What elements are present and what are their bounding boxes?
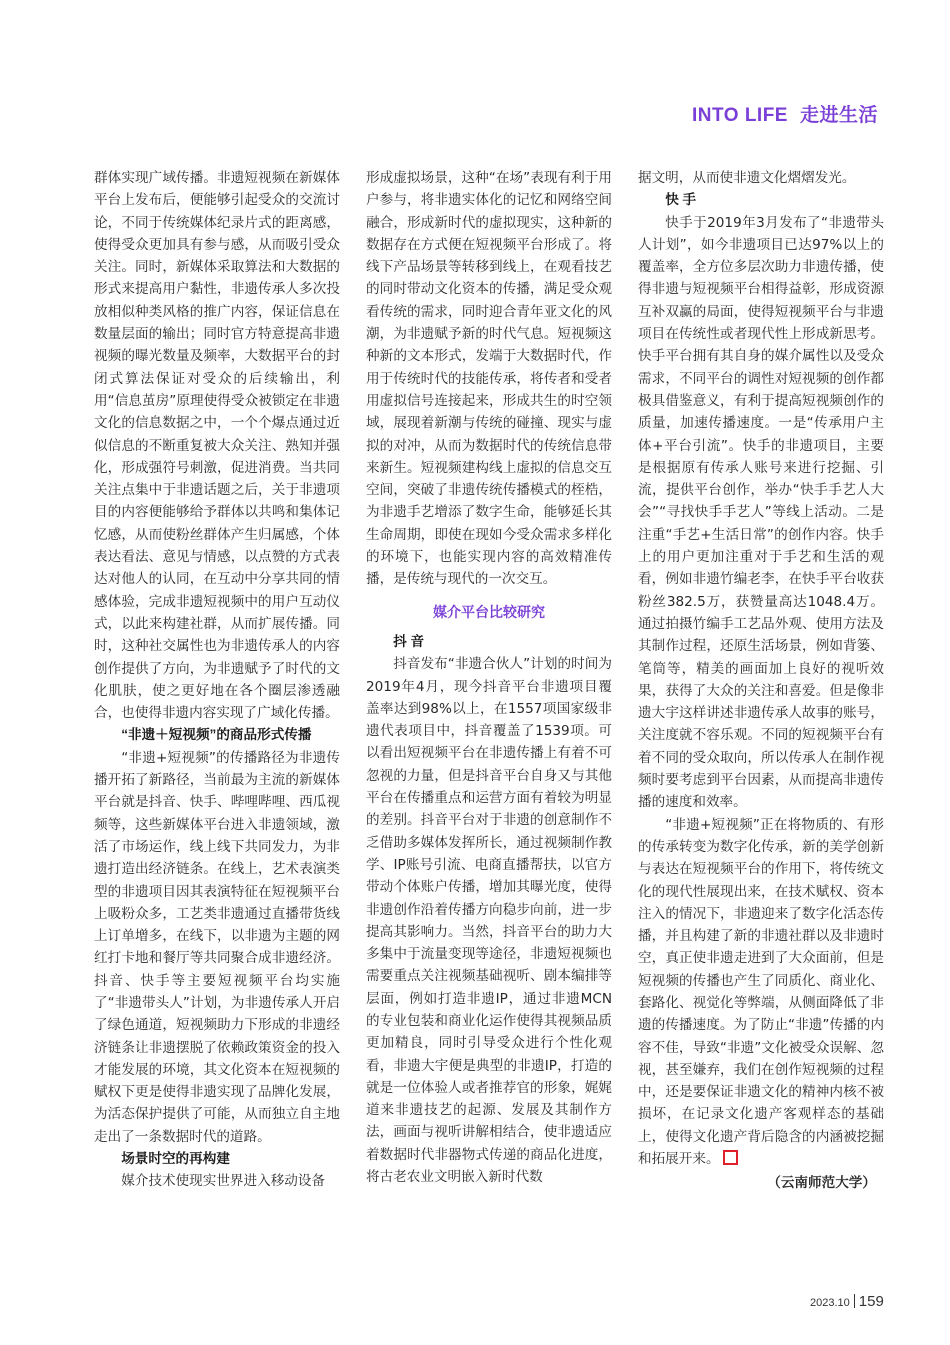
end-mark-icon <box>723 1150 738 1165</box>
footer-divider <box>854 1294 855 1308</box>
subheading: 抖 音 <box>393 633 425 649</box>
issue-date: 2023.10 <box>810 1297 850 1309</box>
section-heading: 媒介平台比较研究 <box>433 603 545 620</box>
subheading: 场景时空的再构建 <box>121 1151 230 1167</box>
author-affiliation: （云南师范大学） <box>767 1175 876 1191</box>
section-header <box>692 100 878 127</box>
paragraph: 群体实现广域传播。非遗短视频在新媒体平台上发布后，便能够引起受众的交流讨论，不同于传统媒体纪录片式的距离感，使得受众更加具有参与感，从而吸引受众关注。同时，新媒体采取算法和大数据的形式来提高用户黏性，非遗传承人多次投放相似种类风格的推广内容，保证信息在数量层面的输出；同时官方特意提高非遗视频的曝光数量及频率，大数据平台的封闭式算法保证对受众的后续输出，利用“信息茧房”原理使得受众被锁定在非遗文化的信息数据之中，一个个爆点通过近似信息的不断重复被大众关注、熟知并强化，形成强符号刺激，促进消费。当共同关注点集中于非遗话题之后，关于非遗项目的内容便能够给予群体以共鸣和集体记忆感，从而使粉丝群体产生归属感，个体表达看法、意见与情感，以点赞的方式表达对他人的认同，在互动中分享共同的情感体验，完成非遗短视频中的用户互动仪式，以此来构建社群，从而扩展传播。同时，这种社交属性也为非遗传承人的内容创作提供了方向，为非遗赋予了时代的文化肌肤，使之更好地在各个圈层渗透融合，也使得非遗内容实现了广域化传播。 <box>94 170 340 722</box>
paragraph: 抖音发布“非遗合伙人”计划的时间为2019年4月，现今抖音平台非遗项目覆盖率达到98%以上，在1557项国家级非遗代表项目中，抖音覆盖了1539项。可以看出短视频平台在非遗传播上有着不可忽视的力量，但是抖音平台自身又与其他平台在传播重点和运营方面有着较为明显的差别。抖音平台对于非遗的创意制作不乏借助多媒体发挥所长，通过视频制作教学、IP账号引流、电商直播帮扶，以官方带动个体账户传播，增加其曝光度，使得非遗创作沿着传播方向稳步向前，进一步提高其影响力。当然，抖音平台的助力大多集中于流量变现等途径，非遗短视频也需要重点关注视频基础视听、剧本编排等层面，例如打造非遗IP，通过非遗MCN的专业包装和商业化运作使得其视频品质更加精良，同时引导受众进行个性化观看，非遗大宇便是典型的非遗IP，打造的就是一位体验人或者推荐官的形象，娓娓道来非遗技艺的起源、发展及其制作方法，画面与视听讲解相结合，使非遗适应着数据时代非器物式传递的商品化进度，将古老农业文明嵌入新时代数 <box>366 656 612 1186</box>
paragraph: 快手于2019年3月发布了“非遗带头人计划”，如今非遗项目已达97%以上的覆盖率，全方位多层次助力非遗传播，使得非遗与短视频平台相得益彰，形成资源互补双赢的局面，使得短视频平台与非遗项目在传统性或者现代性上形成新思考。快手平台拥有其自身的媒介属性以及受众需求，不同平台的调性对短视频的创作都极具借鉴意义，有利于提高短视频创作的质量，加速传播速度。一是“传承用户主体+平台引流”。快手的非遗项目，主要是根据原有传承人账号来进行挖掘、引流，提供平台创作，举办“快手手艺人大会”“寻找快手手艺人”等线上活动。二是注重“手艺+生活日常”的创作内容。快手上的用户更加注重对于手艺和生活的观看，例如非遗竹编老李，在快手平台收获粉丝382.5万，获赞量高达1048.4万。通过拍摄竹编手工艺品外观、使用方法及其制作过程，还原生活场景，例如背篓、笔筒等，精美的画面加上良好的视听效果，获得了大众的关注和喜爱。但是像非遗大宇这样讲述非遗传承人故事的账号，关注度就不容乐观。不同的短视频平台有着不同的受众取向，所以传承人在制作视频时要考虑到平台因素，从而提高非遗传播的速度和效率。 <box>638 214 884 811</box>
paragraph-text: “非遗+短视频”正在将物质的、有形的传承转变为数字化传承，新的美学创新与表达在短视频平台的作用下，将传统文化的现代性展现出来，在技术赋权、资本注入的情况下，非遗迎来了数字化活态传播，并且构建了新的非遗社群以及非遗时空，真正使非遗走进到了大众面前，但是短视频的传播也产生了同质化、商业化、套路化、视觉化等弊端，从侧面降低了非遗的传播速度。为了防止“非遗”传播的内容不佳，导致“非遗”文化被受众误解、忽视，甚至嫌弃，我们在创作短视频的过程中，还是要保证非遗文化的精神内核不被损坏，在记录文化遗产客观样态的基础上，使得文化遗产背后隐含的内涵被挖掘和拓展开来。 <box>638 816 884 1168</box>
header-english: INTO LIFE <box>692 105 788 126</box>
paragraph-last <box>638 814 884 1171</box>
page-footer <box>810 1293 884 1311</box>
subheading: “非遗＋短视频”的商品形式传播 <box>121 727 312 743</box>
column-1 <box>94 167 340 1193</box>
header-chinese: 走进生活 <box>799 105 878 126</box>
column-2 <box>366 167 612 1188</box>
paragraph: 媒介技术使现实世界进入移动设备 <box>121 1173 326 1190</box>
page-number: 159 <box>858 1293 884 1310</box>
column-3 <box>638 167 884 1195</box>
subheading: 快 手 <box>665 192 697 208</box>
paragraph: 据文明，从而使非遗文化熠熠发光。 <box>638 170 856 186</box>
paragraph: 形成虚拟场景，这种“在场”表现有利于用户参与，将非遗实体化的记忆和网络空间融合，形成新时代的虚拟现实，这种新的数据存在方式便在短视频平台形成了。将线下产品场景等转移到线上，在观看技艺的同时带动文化资本的传播，满足受众观看传统的需求，同时迎合青年亚文化的风潮，为非遗赋予新的时代气息。短视频这种新的文本形式，发端于大数据时代，作用于传统时代的技能传承，将传者和受者用虚拟信号连接起来，形成共生的时空领域，展现着新潮与传统的碰撞、现实与虚拟的对冲，从而为数据时代的传统信息带来新生。短视频建构线上虚拟的信息交互空间，突破了非遗传统传播模式的桎梏，为非遗手艺增添了数字生命，能够延长其生命周期，即使在现如今受众需求多样化的环境下，也能实现内容的高效精准传播，是传统与现代的一次交互。 <box>366 170 612 588</box>
paragraph: “非遗+短视频”的传播路径为非遗传播开拓了新路径，当前最为主流的新媒体平台就是抖音、快手、哔哩哔哩、西瓜视频等，这些新媒体平台进入非遗领域，激活了市场运作，线上线下共同发力，为非遗打造出经济链条。在线上，艺术表演类型的非遗项目因其表演特征在短视频平台上吸粉众多，工艺类非遗通过直播带货线上订单增多，在线下，以非遗为主题的网红打卡地和餐厅等共同聚合成非遗经济。抖音、快手等主要短视频平台均实施了“非遗带头人”计划，为非遗传承人开启了绿色通道，短视频助力下形成的非遗经济链条让非遗摆脱了依赖政策资金的投入才能发展的环境，其文化资本在短视频的赋权下更是使得非遗实现了品牌化发展，为活态保护提供了可能，从而独立自主地走出了一条数据时代的道路。 <box>94 749 340 1145</box>
